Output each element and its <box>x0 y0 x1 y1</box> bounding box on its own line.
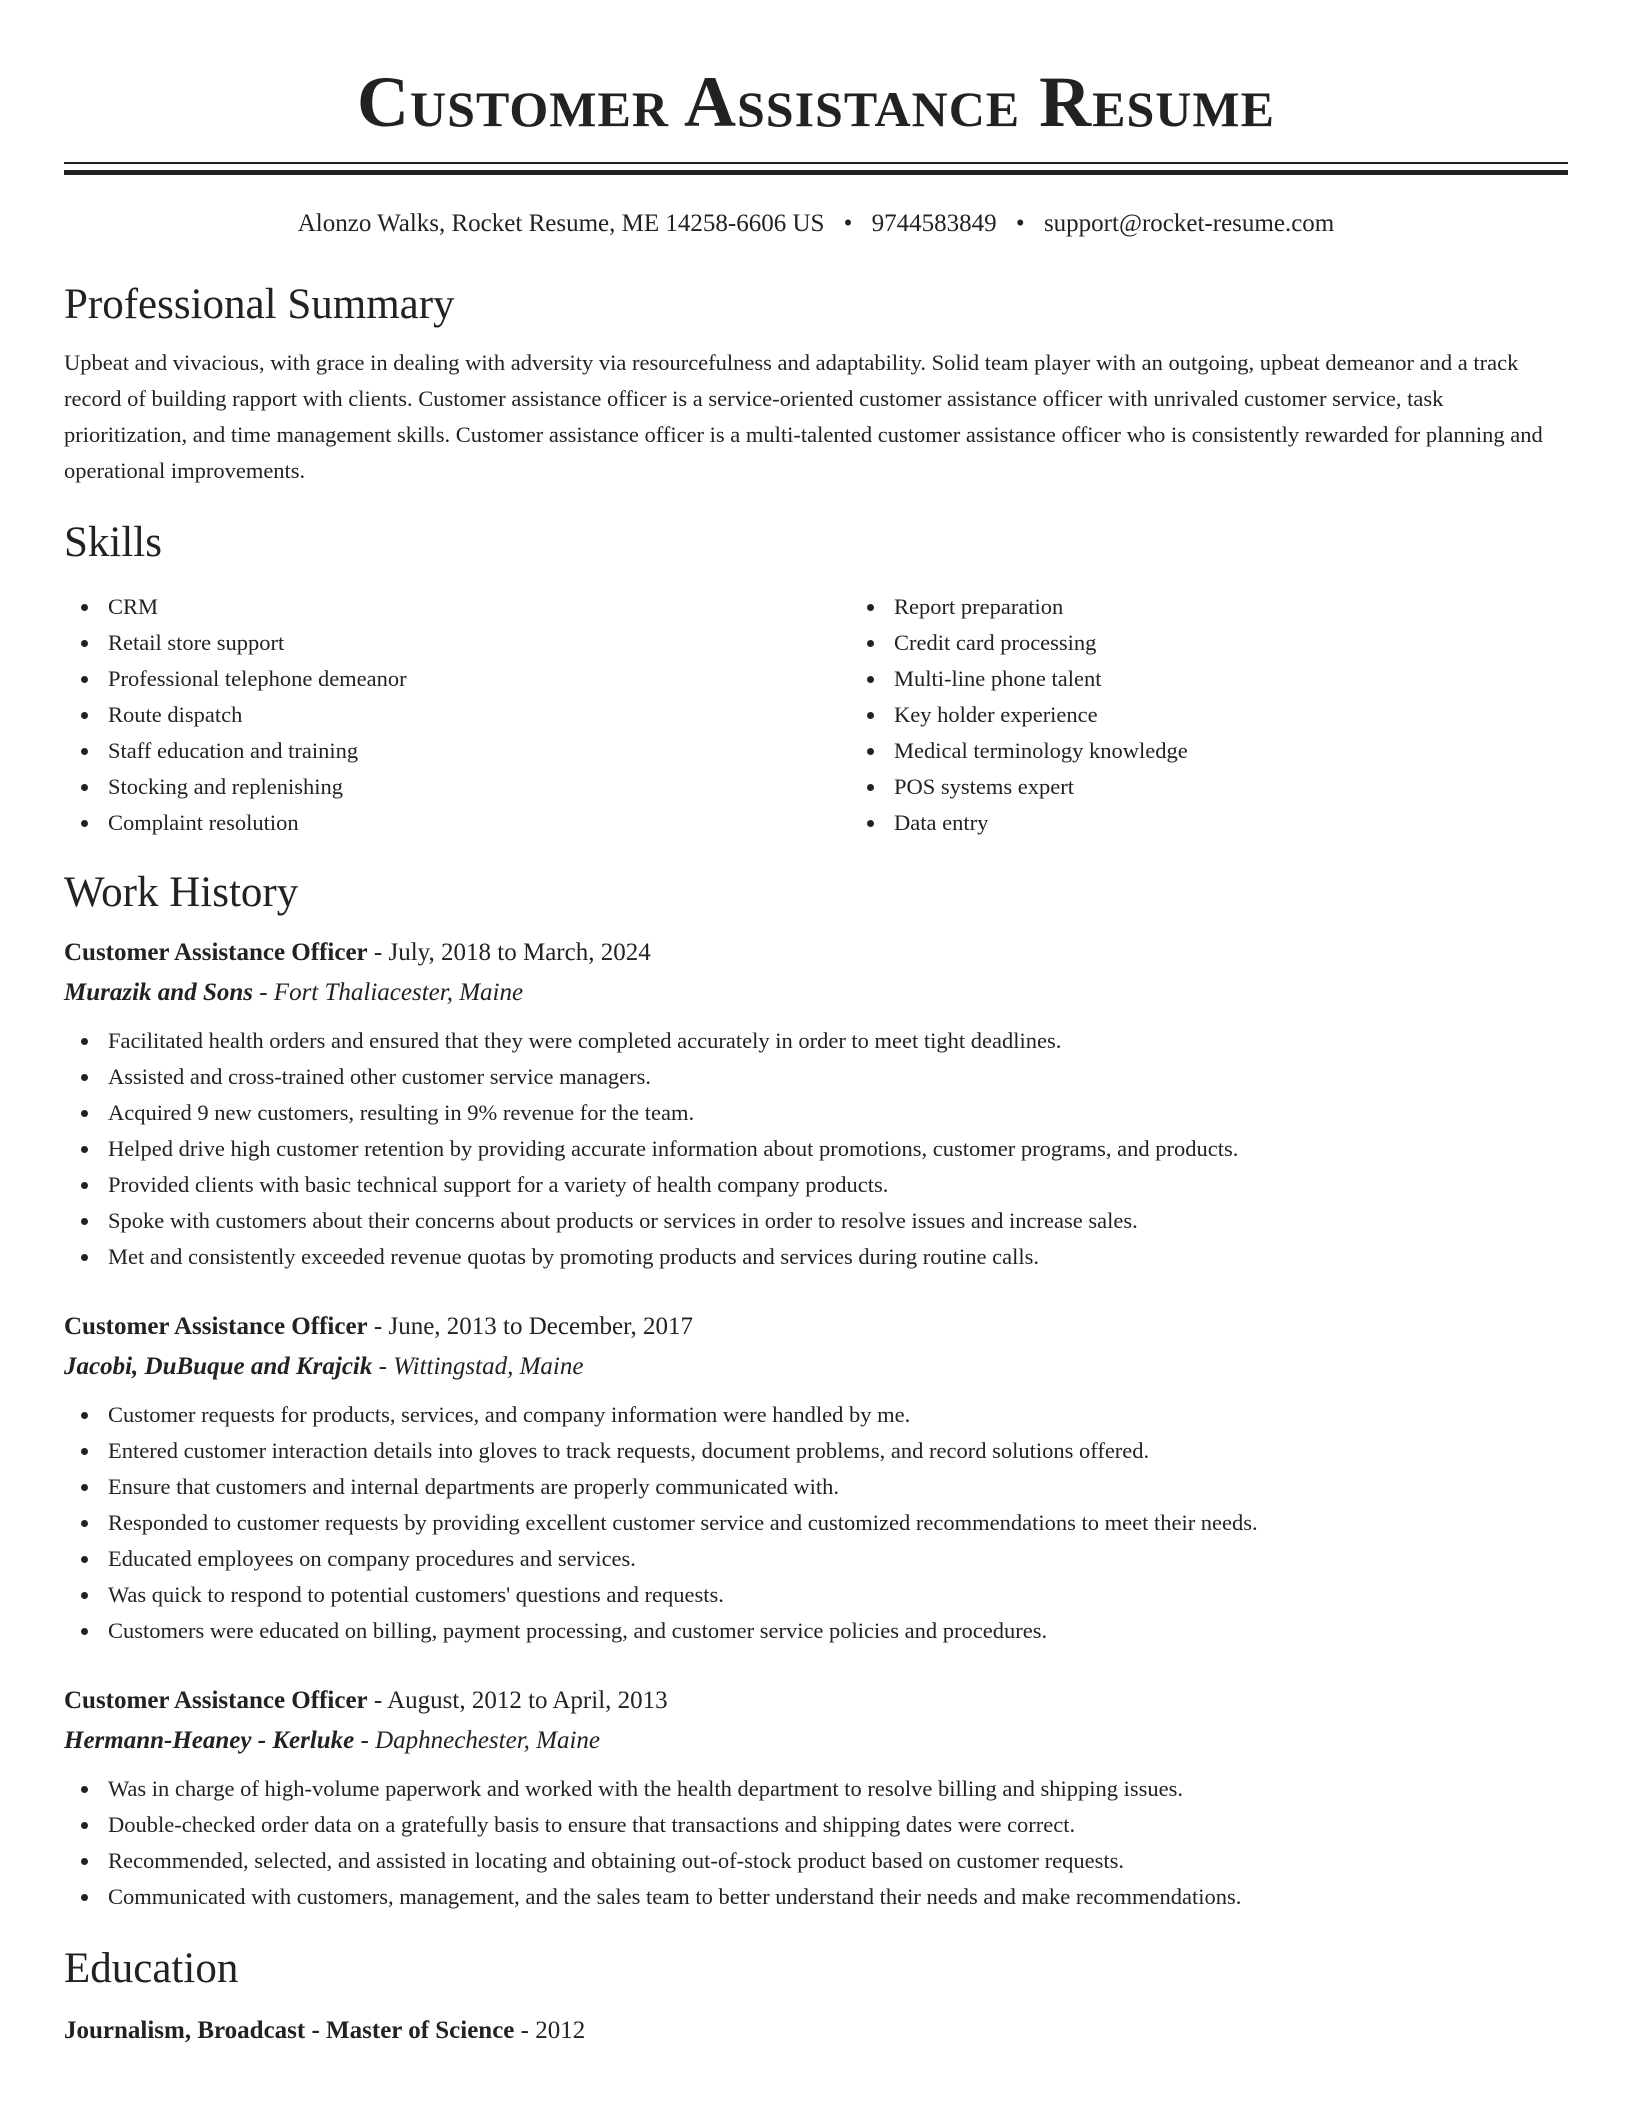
job-bullet: Facilitated health orders and ensured that they were completed accurately in order to meet tight deadlines. <box>108 1023 1568 1059</box>
education-heading: Education <box>64 1945 239 1992</box>
job-bullet: Assisted and cross-trained other customer service managers. <box>108 1059 1568 1095</box>
job-location: - Wittingstad, Maine <box>372 1353 584 1380</box>
job-bullet: Communicated with customers, management, and the sales team to better understand their needs and make recommendations. <box>108 1879 1568 1915</box>
summary-heading: Professional Summary <box>64 281 455 328</box>
skill-item: Route dispatch <box>108 697 850 733</box>
job-bullet: Recommended, selected, and assisted in locating and obtaining out-of-stock product based on customer requests. <box>108 1843 1568 1879</box>
job-bullet: Customer requests for products, services, and company information were handled by me. <box>108 1397 1568 1433</box>
job-bullet: Double-checked order data on a gratefully basis to ensure that transactions and shipping dates were correct. <box>108 1807 1568 1843</box>
contact-phone: 9744583849 <box>871 210 997 237</box>
skills-heading: Skills <box>64 519 162 566</box>
skill-item: CRM <box>108 589 850 625</box>
job-bullet: Customers were educated on billing, payment processing, and customer service policies and procedures. <box>108 1613 1568 1649</box>
job-bullet: Educated employees on company procedures and services. <box>108 1541 1568 1577</box>
job-dates: - August, 2012 to April, 2013 <box>367 1687 668 1714</box>
summary-text: Upbeat and vivacious, with grace in dealing with adversity via resourcefulness and adaptability. Solid team player with an outgoing, upbeat demeanor and a track record of building rapport with clients. Customer assistance officer is a service-oriented customer assistance officer with unrivaled customer service, task prioritization, and time management skills. Customer assistance officer is a multi-talented customer assistance officer who is consistently rewarded for planning and operational improvements. <box>64 350 1543 483</box>
skill-item: Multi-line phone talent <box>894 661 1632 697</box>
skill-item: Stocking and replenishing <box>108 769 850 805</box>
job-header <box>64 1681 1568 1721</box>
work-history-heading: Work History <box>64 869 299 916</box>
job-role: Customer Assistance Officer <box>64 1687 368 1714</box>
skill-item: Staff education and training <box>108 733 850 769</box>
skill-item: Retail store support <box>108 625 850 661</box>
skill-item: Data entry <box>894 805 1632 841</box>
job-dates: - June, 2013 to December, 2017 <box>367 1313 693 1340</box>
skills-columns <box>64 589 1568 841</box>
job-bullet: Met and consistently exceeded revenue quotas by promoting products and services during routine calls. <box>108 1239 1568 1275</box>
job-bullet: Was in charge of high-volume paperwork and worked with the health department to resolve billing and shipping issues. <box>108 1771 1568 1807</box>
contact-line <box>64 209 1568 239</box>
job-header <box>64 933 1568 973</box>
resume-title: Customer Assistance Resume <box>357 62 1275 142</box>
job-bullet: Spoke with customers about their concerns about products or services in order to resolve issues and increase sales. <box>108 1203 1568 1239</box>
education-entry <box>64 2011 1568 2051</box>
job-role: Customer Assistance Officer <box>64 939 368 966</box>
contact-address: Alonzo Walks, Rocket Resume, ME 14258-6606 US <box>297 210 825 237</box>
job-bullet: Helped drive high customer retention by providing accurate information about promotions, customer programs, and products. <box>108 1131 1568 1167</box>
skill-item: Medical terminology knowledge <box>894 733 1632 769</box>
job-location: - Daphnechester, Maine <box>354 1727 601 1754</box>
job-entry <box>64 1681 1568 1915</box>
job-entry <box>64 1307 1568 1649</box>
job-company: Murazik and Sons <box>64 979 253 1006</box>
skill-item: Professional telephone demeanor <box>108 661 850 697</box>
skill-item: Key holder experience <box>894 697 1632 733</box>
skill-item: Credit card processing <box>894 625 1632 661</box>
job-bullet: Ensure that customers and internal departments are properly communicated with. <box>108 1469 1568 1505</box>
job-employer <box>64 1347 1568 1387</box>
title-rule-thick <box>64 170 1568 175</box>
contact-separator: • <box>1015 210 1025 237</box>
job-bullets <box>64 1771 1568 1915</box>
job-entry <box>64 933 1568 1275</box>
job-employer <box>64 973 1568 1013</box>
job-role: Customer Assistance Officer <box>64 1313 368 1340</box>
job-header <box>64 1307 1568 1347</box>
job-bullet: Was quick to respond to potential customers' questions and requests. <box>108 1577 1568 1613</box>
skill-item: Report preparation <box>894 589 1632 625</box>
job-bullet: Responded to customer requests by providing excellent customer service and customized recommendations to meet their needs. <box>108 1505 1568 1541</box>
job-bullets <box>64 1023 1568 1275</box>
job-company: Hermann-Heaney - Kerluke <box>64 1727 355 1754</box>
education-degree: Journalism, Broadcast - Master of Science <box>64 2017 515 2044</box>
job-bullet: Acquired 9 new customers, resulting in 9% revenue for the team. <box>108 1095 1568 1131</box>
job-employer <box>64 1721 1568 1761</box>
job-bullets <box>64 1397 1568 1649</box>
title-rule-thin <box>64 162 1568 164</box>
skills-list-left <box>64 589 850 841</box>
skill-item: POS systems expert <box>894 769 1632 805</box>
job-location: - Fort Thaliacester, Maine <box>252 979 524 1006</box>
skill-item: Complaint resolution <box>108 805 850 841</box>
education-year: - 2012 <box>514 2017 586 2044</box>
job-bullet: Provided clients with basic technical support for a variety of health company products. <box>108 1167 1568 1203</box>
job-bullet: Entered customer interaction details into gloves to track requests, document problems, and record solutions offered. <box>108 1433 1568 1469</box>
contact-separator: • <box>843 210 853 237</box>
job-dates: - July, 2018 to March, 2024 <box>367 939 651 966</box>
skills-list-right <box>850 589 1632 841</box>
contact-email: support@rocket-resume.com <box>1043 210 1335 237</box>
job-company: Jacobi, DuBuque and Krajcik <box>64 1353 373 1380</box>
